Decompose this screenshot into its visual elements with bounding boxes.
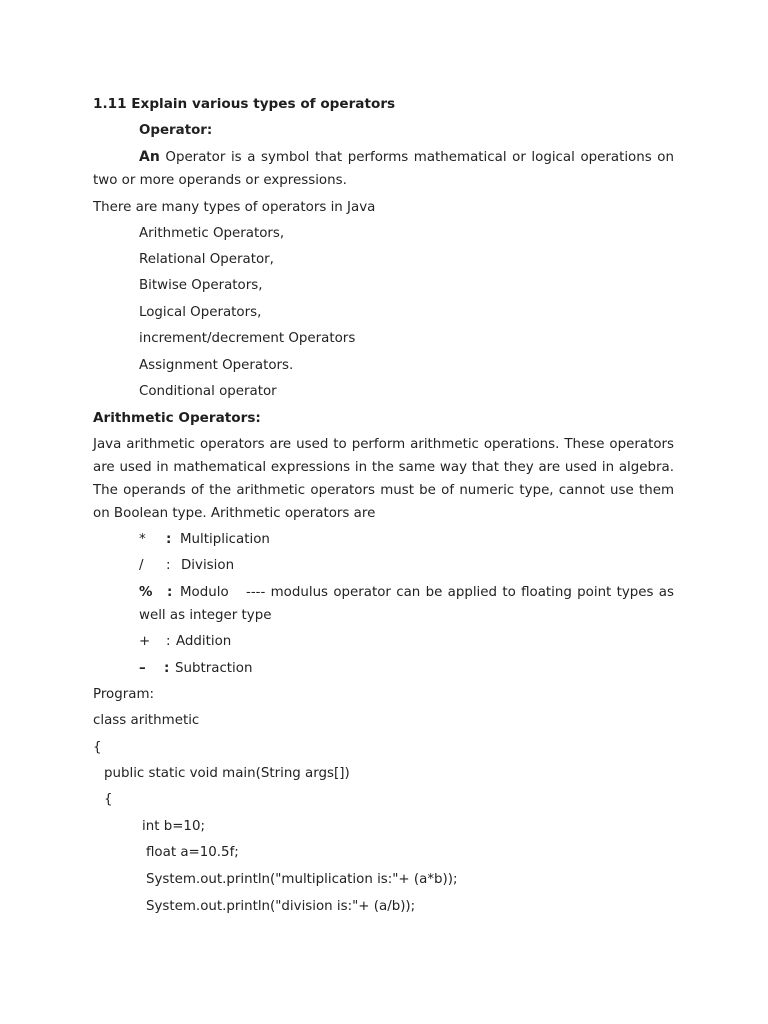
types-intro: There are many types of operators in Java [93, 200, 376, 215]
code-line: class arithmetic [93, 713, 200, 728]
arith-heading: Arithmetic Operators: [93, 410, 261, 426]
list-item: increment/decrement Operators [139, 331, 356, 346]
operator-symbol: % [139, 585, 153, 600]
operator-name: Modulo [180, 585, 229, 600]
operator-colon: : [166, 634, 171, 649]
operator-colon: : [167, 585, 173, 600]
code-line: public static void main(String args[]) [104, 766, 350, 781]
code-line: int b=10; [142, 819, 205, 834]
list-item: Bitwise Operators, [139, 278, 263, 293]
operator-row-multiplication [139, 531, 270, 549]
operator-row-division [139, 557, 234, 575]
code-line: { [93, 740, 102, 755]
operator-name: Subtraction [175, 661, 253, 676]
operator-row-subtraction [139, 660, 252, 678]
operator-symbol: + [139, 634, 151, 649]
list-item: Logical Operators, [139, 305, 262, 320]
operator-name: Addition [176, 634, 232, 649]
program-label: Program: [93, 687, 155, 702]
section-title: 1.11 Explain various types of operators [93, 96, 396, 112]
list-item: Arithmetic Operators, [139, 226, 285, 241]
operator-symbol: – [139, 661, 146, 676]
operator-colon: : [166, 532, 172, 547]
code-line: System.out.println("division is:"+ (a/b)); [146, 899, 416, 914]
definition-lead: An [139, 149, 160, 165]
operator-name: Multiplication [180, 532, 270, 547]
list-item: Conditional operator [139, 384, 277, 399]
arith-paragraph: Java arithmetic operators are used to perform arithmetic operations. These operators are used in mathematical expressions in the same way that they are used in algebra. The operands of the arithmetic operators must be of numeric type, cannot use them on Boolean type. Arithmetic operators are [93, 437, 674, 521]
definition-text: Operator is a symbol that performs mathematical or logical operations on two or more operands or expressions. [93, 150, 674, 188]
definition-paragraph [93, 146, 674, 192]
operator-symbol: / [139, 558, 144, 573]
code-line: float a=10.5f; [146, 845, 239, 860]
operator-symbol: * [139, 532, 146, 547]
operator-note: ---- modulus operator can be applied to floating point types as well as integer type [139, 585, 674, 623]
list-item: Relational Operator, [139, 252, 274, 267]
operator-row-modulo [139, 581, 674, 627]
code-line: System.out.println("multiplication is:"+ (a*b)); [146, 872, 458, 887]
operator-row-addition [139, 633, 231, 651]
list-item: Assignment Operators. [139, 358, 294, 373]
operator-colon: : [164, 661, 170, 676]
operator-heading: Operator: [139, 123, 213, 138]
code-line: { [104, 792, 113, 807]
operator-colon: : [166, 558, 171, 573]
operator-name: Division [181, 558, 235, 573]
